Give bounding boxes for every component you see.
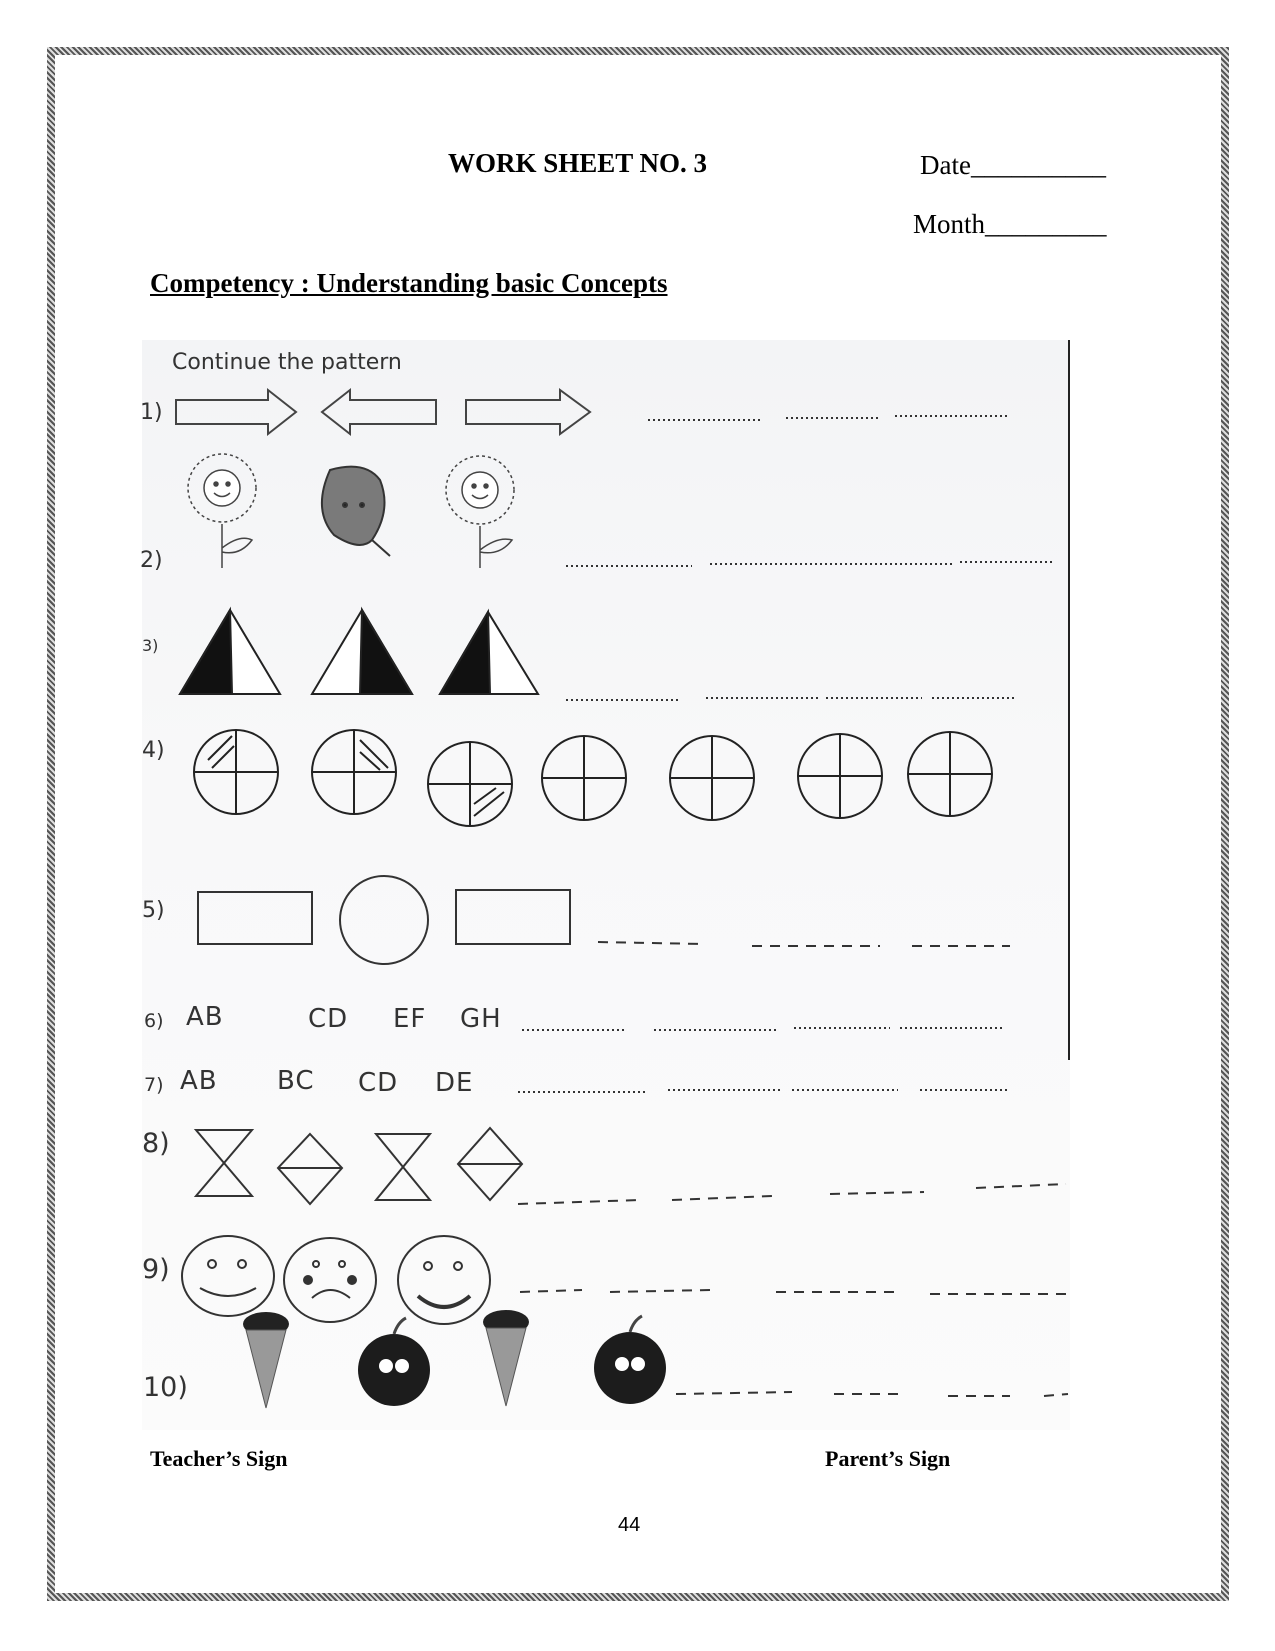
arrow-right-icon bbox=[466, 390, 590, 434]
quartered-circle-icon bbox=[798, 734, 882, 818]
quartered-circle-icon bbox=[908, 732, 992, 816]
quartered-circle-icon bbox=[194, 730, 278, 814]
hourglass-icon bbox=[196, 1130, 252, 1196]
quartered-circle-icon bbox=[312, 730, 396, 814]
apple-icon bbox=[358, 1318, 430, 1406]
question-number: 1) bbox=[140, 400, 163, 425]
question-number: 8) bbox=[142, 1128, 170, 1159]
sad-face-icon bbox=[284, 1238, 376, 1322]
quartered-circle-icon bbox=[670, 736, 754, 820]
worksheet-title: WORK SHEET NO. 3 bbox=[448, 148, 708, 178]
flower-icon bbox=[188, 454, 256, 568]
date-field: Date__________ bbox=[920, 150, 1106, 180]
question-number: 10) bbox=[143, 1372, 188, 1403]
circle-icon bbox=[340, 876, 428, 964]
letter-item: AB bbox=[180, 1066, 218, 1096]
diamond-icon bbox=[278, 1134, 342, 1204]
letter-item: EF bbox=[393, 1004, 427, 1034]
leaf-icon bbox=[322, 467, 390, 556]
question-number: 9) bbox=[142, 1254, 170, 1285]
smiley-face-icon bbox=[398, 1236, 490, 1324]
letter-item: AB bbox=[186, 1002, 224, 1032]
letter-item: BC bbox=[277, 1066, 315, 1096]
parent-sign-label: Parent’s Sign bbox=[825, 1446, 951, 1471]
letter-item: GH bbox=[460, 1004, 502, 1034]
page-number: 44 bbox=[618, 1514, 641, 1536]
competency-heading: Competency : Understanding basic Concepts bbox=[150, 268, 668, 298]
quartered-circle-icon bbox=[542, 736, 626, 820]
letter-item: DE bbox=[435, 1068, 474, 1098]
apple-icon bbox=[594, 1316, 666, 1404]
letter-item: CD bbox=[358, 1068, 399, 1098]
flower-icon bbox=[446, 456, 514, 568]
rectangle-icon bbox=[198, 892, 312, 944]
quartered-circle-icon bbox=[428, 742, 512, 826]
arrow-left-icon bbox=[322, 390, 436, 434]
question-number: 6) bbox=[144, 1010, 164, 1032]
instruction-text: Continue the pattern bbox=[172, 350, 402, 375]
question-number: 3) bbox=[142, 636, 159, 655]
arrow-right-icon bbox=[176, 390, 296, 434]
rectangle-icon bbox=[456, 890, 570, 944]
question-number: 5) bbox=[142, 898, 165, 923]
month-field: Month_________ bbox=[913, 209, 1107, 239]
question-number: 4) bbox=[142, 738, 165, 763]
question-number: 7) bbox=[144, 1074, 164, 1096]
hourglass-icon bbox=[376, 1134, 430, 1200]
letter-item: CD bbox=[308, 1004, 349, 1034]
teacher-sign-label: Teacher’s Sign bbox=[150, 1446, 288, 1471]
ice-cream-icon bbox=[483, 1310, 529, 1406]
ice-cream-icon bbox=[243, 1312, 289, 1408]
smiley-face-icon bbox=[182, 1236, 274, 1316]
diamond-icon bbox=[458, 1128, 522, 1200]
question-number: 2) bbox=[140, 548, 163, 573]
